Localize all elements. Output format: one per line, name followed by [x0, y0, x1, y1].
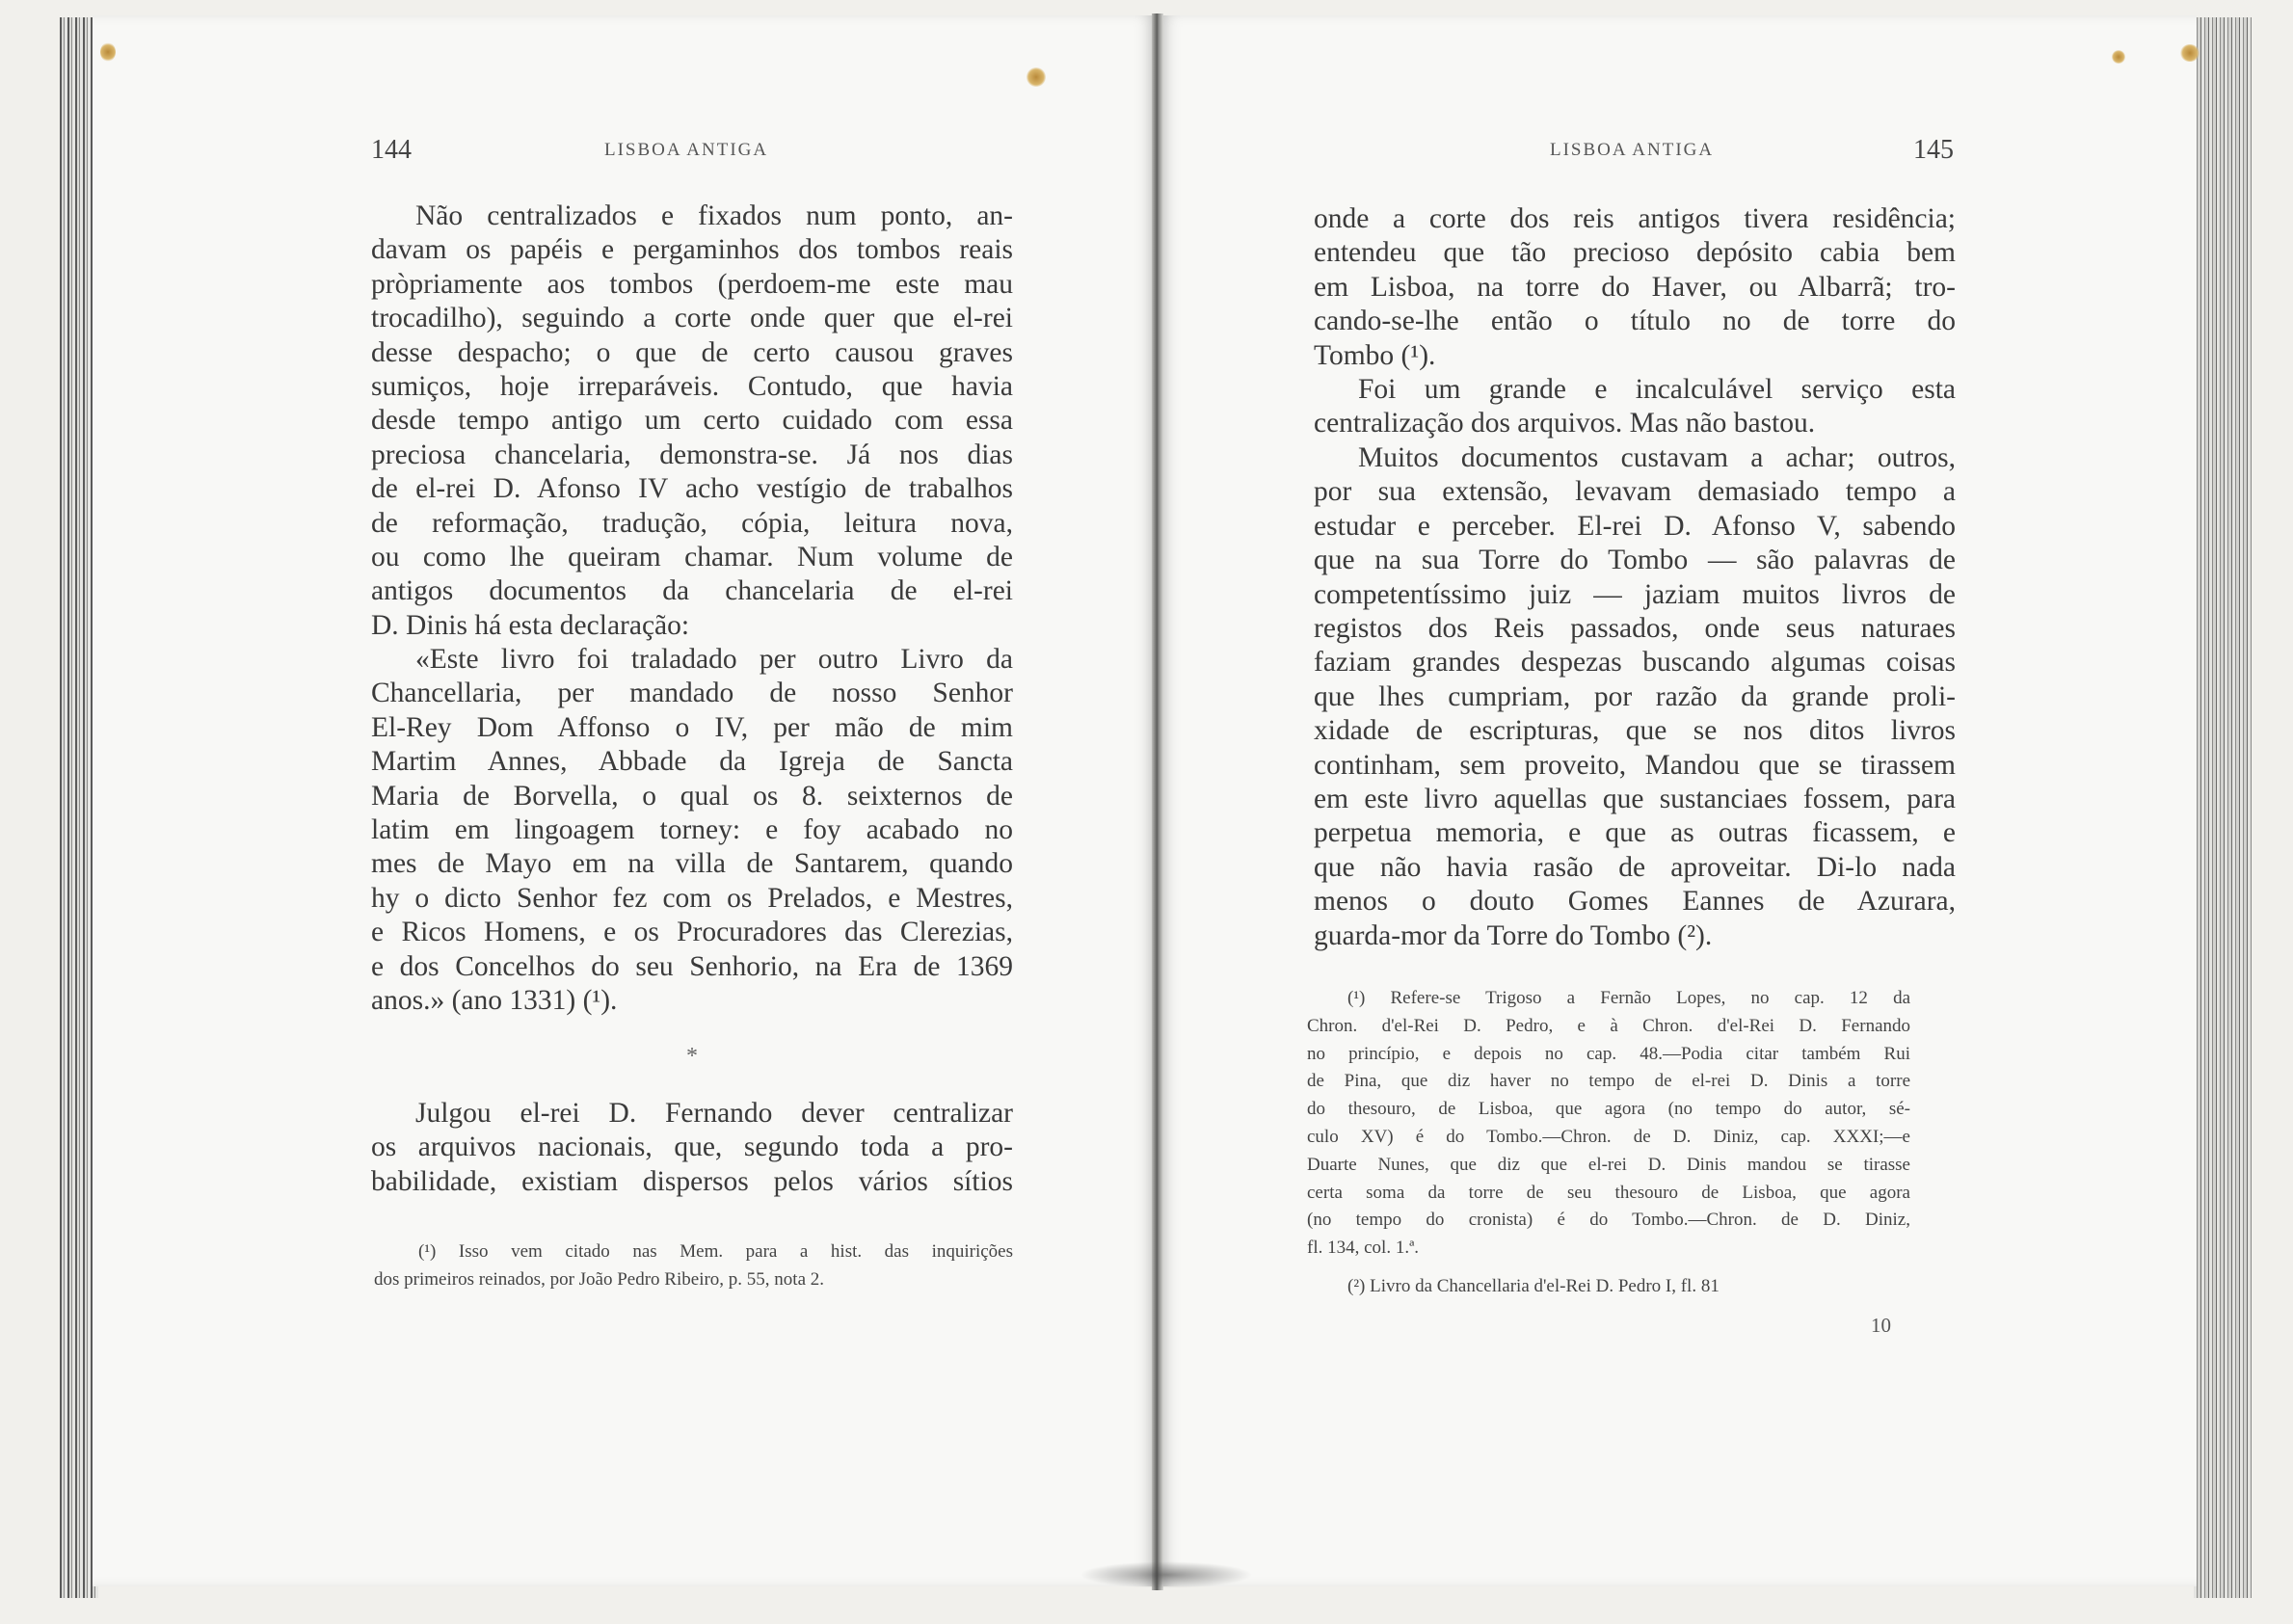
quote-line: «Este livro foi traladado per outro Livro da	[415, 644, 1013, 675]
text-line: em este livro aquellas que sustanciaes fossem, para	[1314, 784, 1956, 815]
footnote-line: Duarte Nunes, que diz que el-rei D. Dinis mandou se tirasse	[1307, 1154, 1910, 1175]
quote-line: El-Rey Dom Affonso o IV, per mão de mim	[371, 711, 1013, 743]
text-line: onde a corte dos reis antigos tivera residência;	[1314, 203, 1956, 234]
foxing-spot	[2112, 50, 2125, 64]
footnote-line: do thesouro, de Lisboa, que agora (no tempo do autor, sé-	[1307, 1099, 1910, 1120]
book-gutter	[1152, 13, 1163, 1590]
text-line: centralização dos arquivos. Mas não bastou.	[1314, 408, 1816, 439]
text-line: faziam grandes despezas buscando algumas coisas	[1314, 647, 1956, 679]
footnote-line: fl. 134, col. 1.ª.	[1307, 1238, 1420, 1259]
running-head-right: LISBOA ANTIGA	[1550, 140, 1715, 160]
text-line: desse despacho; o que de certo causou graves	[371, 336, 1013, 368]
right-footnote-2	[1347, 1273, 1910, 1301]
left-quote-paragraph	[371, 643, 1013, 1018]
foxing-spot	[100, 42, 116, 62]
text-line: trocadilho), seguindo a corte onde quer que el-rei	[371, 303, 1013, 334]
quote-line: latim em lingoagem torney: e foy acabado no	[371, 814, 1013, 846]
footnote-line: de Pina, que diz haver no tempo de el-rei D. Dinis a torre	[1307, 1071, 1910, 1092]
page-number-right: 145	[1913, 135, 1954, 165]
quote-line: mes de Mayo em na villa de Santarem, quando	[371, 848, 1013, 880]
gutter-shadow	[1080, 1561, 1253, 1588]
text-line: guarda-mor da Torre do Tombo (²).	[1314, 919, 1713, 951]
text-line: entendeu que tão precioso depósito cabia bem	[1314, 237, 1956, 269]
quote-line: e dos Concelhos do seu Senhorio, na Era de 1369	[371, 950, 1013, 982]
text-line: antigos documentos da chancelaria de el-rei	[371, 575, 1013, 607]
text-line: Foi um grande e incalculável serviço esta	[1358, 374, 1956, 405]
left-closing-paragraph	[371, 1097, 1013, 1199]
text-line: os arquivos nacionais, que, segundo toda a pro-	[371, 1131, 1013, 1163]
right-footnote-1	[1307, 985, 1910, 1263]
footnote-line: no princípio, e depois no cap. 48.—Podia citar também Rui	[1307, 1043, 1910, 1064]
text-line: davam os papéis e pergaminhos dos tombos reais	[371, 234, 1013, 266]
quote-line: hy o dicto Senhor fez com os Prelados, e Mestres,	[371, 882, 1013, 914]
text-line: menos o douto Gomes Eannes de Azurara,	[1314, 886, 1956, 918]
footnote-line: (no tempo do cronista) é do Tombo.—Chron. de D. Diniz,	[1307, 1210, 1910, 1231]
text-line: estudar e perceber. El-rei D. Afonso V, sabendo	[1314, 510, 1956, 542]
foxing-spot	[2180, 44, 2200, 62]
text-line: xidade de escripturas, que se nos ditos livros	[1314, 715, 1956, 747]
text-line: registos dos Reis passados, onde seus naturaes	[1314, 613, 1956, 645]
quote-line: Chancellaria, per mandado de nosso Senhor	[371, 678, 1013, 709]
footnote-line: dos primeiros reinados, por João Pedro Ribeiro, p. 55, nota 2.	[374, 1268, 825, 1290]
footnote-line: (¹) Isso vem citado nas Mem. para a hist. das inquirições	[418, 1241, 1013, 1262]
page-number-left: 144	[371, 135, 412, 165]
left-intro-paragraph	[371, 200, 1013, 643]
quote-line: anos.» (ano 1331) (¹).	[371, 985, 618, 1017]
right-paragraph-3	[1314, 441, 1956, 953]
text-line: Julgou el-rei D. Fernando dever centralizar	[415, 1098, 1013, 1129]
footnote-line: (²) Livro da Chancellaria d'el-Rei D. Pedro I, fl. 81	[1347, 1276, 1720, 1296]
text-line: Não centralizados e fixados num ponto, an-	[415, 200, 1013, 231]
text-line: de reformação, tradução, cópia, leitura nova,	[371, 507, 1013, 539]
text-line: Muitos documentos custavam a achar; outros,	[1358, 442, 1956, 473]
quote-line: e Ricos Homens, e os Procuradores das Clerezias,	[371, 917, 1013, 948]
left-footnote	[374, 1238, 1013, 1294]
text-line: desde tempo antigo um certo cuidado com essa	[371, 405, 1013, 437]
text-line: que na sua Torre do Tombo — são palavras de	[1314, 545, 1956, 576]
running-head-left: LISBOA ANTIGA	[604, 140, 769, 160]
text-line: pròpriamente aos tombos (perdoem-me este mau	[371, 268, 1013, 300]
text-line: sumiços, hoje irreparáveis. Contudo, que havia	[371, 371, 1013, 403]
section-separator: *	[686, 1044, 698, 1069]
foxing-spot	[1027, 67, 1046, 87]
signature-mark: 10	[1871, 1314, 1891, 1337]
quote-line: Martim Annes, Abbade da Igreja de Sancta	[371, 746, 1013, 778]
text-line: perpetua memoria, e que as outras ficassem, e	[1314, 817, 1956, 849]
footnote-line: Chron. d'el-Rei D. Pedro, e à Chron. d'el-Rei D. Fernando	[1307, 1015, 1910, 1036]
quote-line: Maria de Borvella, o qual os 8. seixternos de	[371, 780, 1013, 812]
text-line: que lhes cumpriam, por razão da grande proli-	[1314, 680, 1956, 712]
page-edge-right	[2194, 17, 2252, 1598]
text-line: ou como lhe queiram chamar. Num volume de	[371, 542, 1013, 573]
footnote-line: culo XV) é do Tombo.—Chron. de D. Diniz, cap. XXXI;—e	[1307, 1126, 1910, 1147]
text-line: de el-rei D. Afonso IV acho vestígio de trabalhos	[371, 473, 1013, 505]
text-line: continham, sem proveito, Mandou que se tirassem	[1314, 749, 1956, 781]
footnote-line: certa soma da torre de seu thesouro de Lisboa, que agora	[1307, 1182, 1910, 1203]
text-line: por sua extensão, levavam demasiado tempo a	[1314, 476, 1956, 508]
text-line: competentíssimo juiz — jaziam muitos livros de	[1314, 578, 1956, 610]
text-line: em Lisboa, na torre do Haver, ou Albarrã; tro-	[1314, 271, 1956, 303]
right-paragraph-1	[1314, 202, 1956, 373]
footnote-line: (¹) Refere-se Trigoso a Fernão Lopes, no cap. 12 da	[1347, 988, 1910, 1008]
text-line: D. Dinis há esta declaração:	[371, 609, 690, 641]
right-paragraph-2	[1314, 373, 1956, 441]
text-line: cando-se-lhe então o título no de torre do	[1314, 306, 1956, 337]
text-line: babilidade, existiam dispersos pelos vários sítios	[371, 1165, 1013, 1197]
text-line: Tombo (¹).	[1314, 339, 1436, 371]
text-line: que não havia rasão de aproveitar. Di-lo nada	[1314, 851, 1956, 883]
text-line: preciosa chancelaria, demonstra-se. Já nos dias	[371, 439, 1013, 470]
